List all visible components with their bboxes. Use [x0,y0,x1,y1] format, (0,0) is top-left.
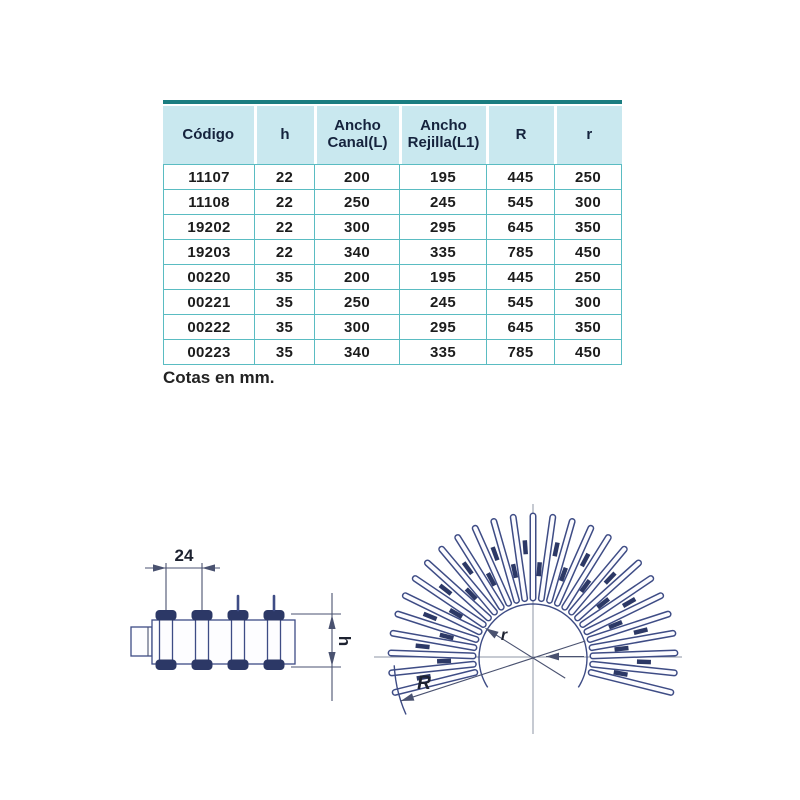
table-cell: 785 [487,240,555,264]
table-cell: 22 [255,165,315,189]
table-cell: 195 [400,165,487,189]
table-cell: 450 [575,243,601,261]
table-cell: 445 [487,165,555,189]
table-cell: 300 [575,293,601,311]
table-cell: 22 [255,190,315,214]
column-header: Código [163,106,254,164]
table-row [164,165,621,189]
table-cell: 245 [400,190,487,214]
column-header: Ancho Canal(L) [317,106,399,164]
table-cell: 300 [315,215,400,239]
side-view-diagram [118,538,354,710]
table-cell: 350 [575,318,601,336]
table-row [164,239,621,264]
table-cell: 35 [255,265,315,289]
connector-end [131,627,152,656]
table-cell: 350 [575,218,601,236]
table-cell: 300 [575,193,601,211]
dim-label-h: h [335,635,354,647]
table-cell: 19202 [164,215,255,239]
table-cell: 300 [315,315,400,339]
table-cell: 19203 [164,240,255,264]
table-cell: 11108 [164,190,255,214]
table-cell: 295 [400,315,487,339]
table-cell: 545 [487,190,555,214]
table-header [163,106,622,164]
table-cell: 250 [315,190,400,214]
table-cell: 00222 [164,315,255,339]
table-cell: 200 [315,265,400,289]
table-cell: 250 [315,290,400,314]
dim-label-24: 24 [174,546,194,565]
column-header: h [257,106,314,164]
table-cell: 785 [487,340,555,364]
table-cell: 335 [400,240,487,264]
column-header: Ancho Rejilla(L1) [402,106,486,164]
width-dimension [145,546,220,610]
fan-slats-group [374,504,682,734]
table-row [164,339,621,364]
table-cell: 00220 [164,265,255,289]
column-header: r [557,106,623,164]
table-cell: 295 [400,215,487,239]
table-cell: 250 [575,268,601,286]
table-cell: 11107 [164,165,255,189]
table-cell: 645 [487,215,555,239]
table-cell: 340 [315,240,400,264]
table-cell: 00221 [164,290,255,314]
units-caption: Cotas en mm. [163,368,275,387]
table-cell: 445 [487,265,555,289]
table-cell: 645 [487,315,555,339]
table-row [164,264,621,289]
table-cell: 35 [255,290,315,314]
table-cell: 250 [575,168,601,186]
table-row [164,314,621,339]
table-cell: 22 [255,240,315,264]
table-body [163,164,622,365]
dim-label-inner-radius: r [500,627,508,644]
height-dimension [291,593,354,701]
table-top-bar [163,100,622,104]
table-cell: 245 [400,290,487,314]
table-row [164,189,621,214]
fan-view-diagram [368,498,700,740]
dim-label-outer-radius: R [417,673,431,694]
table-cell: 195 [400,265,487,289]
table-cell: 22 [255,215,315,239]
table-cell: 35 [255,340,315,364]
column-header: R [489,106,554,164]
table-cell: 340 [315,340,400,364]
table-row [164,289,621,314]
table-cell: 35 [255,315,315,339]
table-cell: 200 [315,165,400,189]
table-cell: 335 [400,340,487,364]
table-cell: 545 [487,290,555,314]
table-row [164,214,621,239]
table-cell: 00223 [164,340,255,364]
table-cell: 450 [575,343,601,361]
spec-table [163,100,622,365]
